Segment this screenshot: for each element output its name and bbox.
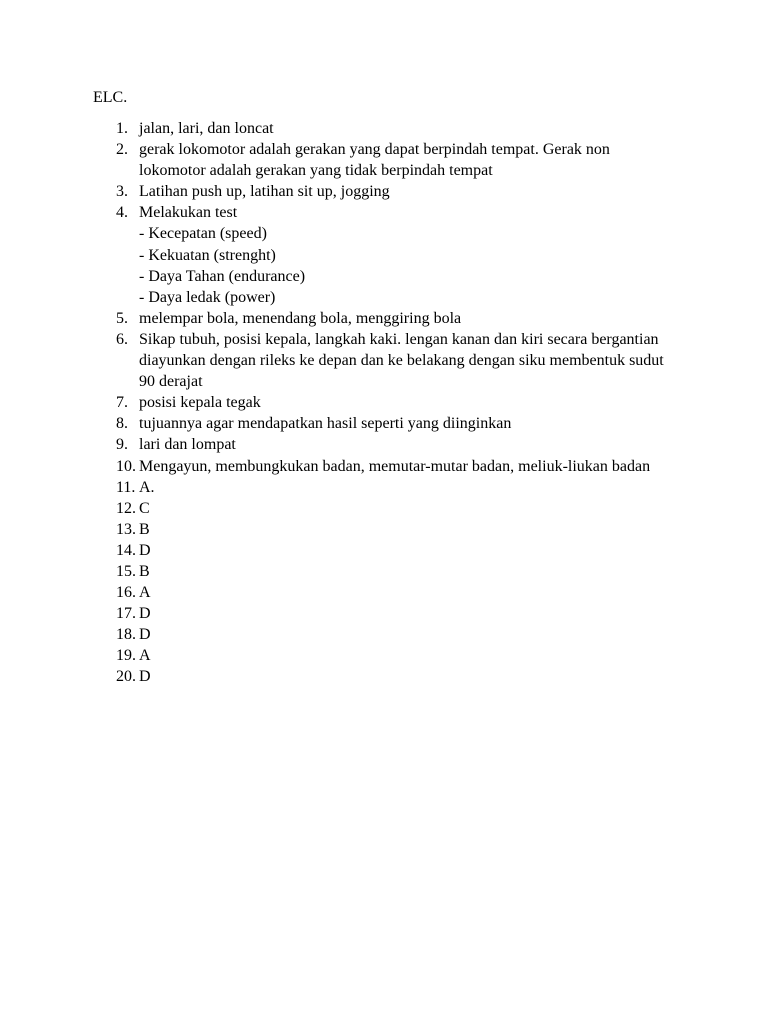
item-text: Mengayun, membungkukan badan, memutar-mutar badan, meliuk-liukan badan [139, 457, 651, 475]
list-item-3 [0, 181, 677, 202]
item-number: 5. [116, 309, 128, 327]
sub-line-endurance: - Daya Tahan (endurance) [139, 267, 306, 285]
list-item-10 [0, 456, 677, 477]
item-text: posisi kepala tegak [139, 394, 261, 412]
item-text: Latihan push up, latihan sit up, jogging [139, 183, 390, 201]
sub-line-strength: - Kekuatan (strenght) [139, 246, 276, 264]
item-text: Sikap tubuh, posisi kepala, langkah kaki. lengan kanan dan kiri secara bergantian diayunkan dengan rileks ke depan dan ke belakang dengan siku membentuk sudut 90 derajat [139, 330, 664, 391]
list-item-18 [0, 624, 677, 645]
item-text: B [139, 562, 150, 580]
item-text: melempar bola, menendang bola, menggiring bola [139, 309, 462, 327]
item-number: 9. [116, 436, 128, 454]
item-number: 7. [116, 394, 128, 412]
item-text: jalan, lari, dan loncat [139, 120, 274, 137]
item-text: D [139, 541, 151, 559]
item-text: A [139, 647, 151, 665]
item-text: gerak lokomotor adalah gerakan yang dapat berpindah tempat. Gerak non lokomotor adalah gerakan yang tidak berpindah tempat [139, 141, 610, 180]
item-text: D [139, 668, 151, 686]
item-number: 16. [116, 584, 136, 602]
list-item-11 [0, 477, 677, 498]
item-number: 3. [116, 183, 128, 201]
list-item-19 [0, 645, 677, 666]
list-item-9 [0, 434, 677, 455]
item-number: 17. [116, 605, 136, 623]
sub-line-speed: - Kecepatan (speed) [139, 225, 267, 243]
item-text: tujuannya agar mendapatkan hasil seperti yang diinginkan [139, 415, 512, 433]
list-item-17 [0, 603, 677, 624]
sub-line-power: - Daya ledak (power) [139, 288, 276, 306]
item-text: Melakukan test [139, 204, 238, 222]
item-text: B [139, 520, 150, 538]
list-item-1 [0, 118, 677, 139]
item-number: 8. [116, 415, 128, 433]
item-text: A [139, 584, 151, 602]
item-number: 15. [116, 562, 136, 580]
item-text: lari dan lompat [139, 436, 236, 454]
item-number: 10. [116, 457, 136, 475]
item-number: 2. [116, 141, 128, 159]
list-item-20 [0, 666, 677, 687]
list-item-2 [0, 139, 677, 181]
list-item-7 [0, 392, 677, 413]
list-item-14 [0, 540, 677, 561]
list-item-16 [0, 582, 677, 603]
item-number: 20. [116, 668, 136, 686]
item-text: D [139, 626, 151, 644]
item-number: 18. [116, 626, 136, 644]
item-text: C [139, 499, 150, 517]
list-item-6 [0, 329, 677, 392]
item-number: 6. [116, 330, 128, 348]
list-item-8 [0, 413, 677, 434]
item-number: 12. [116, 499, 136, 517]
item-number: 13. [116, 520, 136, 538]
list-item-12 [0, 498, 677, 519]
list-item-13 [0, 519, 677, 540]
item-number: 1. [116, 120, 128, 137]
item-text: A. [139, 478, 155, 496]
list-item-4 [0, 202, 677, 307]
item-number: 19. [116, 647, 136, 665]
answer-list [0, 118, 768, 688]
list-item-15 [0, 561, 677, 582]
document-heading: ELC. [93, 89, 128, 106]
item-number: 4. [116, 204, 128, 222]
item-number: 11. [116, 478, 136, 496]
item-number: 14. [116, 541, 136, 559]
list-item-5 [0, 308, 677, 329]
item-text: D [139, 605, 151, 623]
